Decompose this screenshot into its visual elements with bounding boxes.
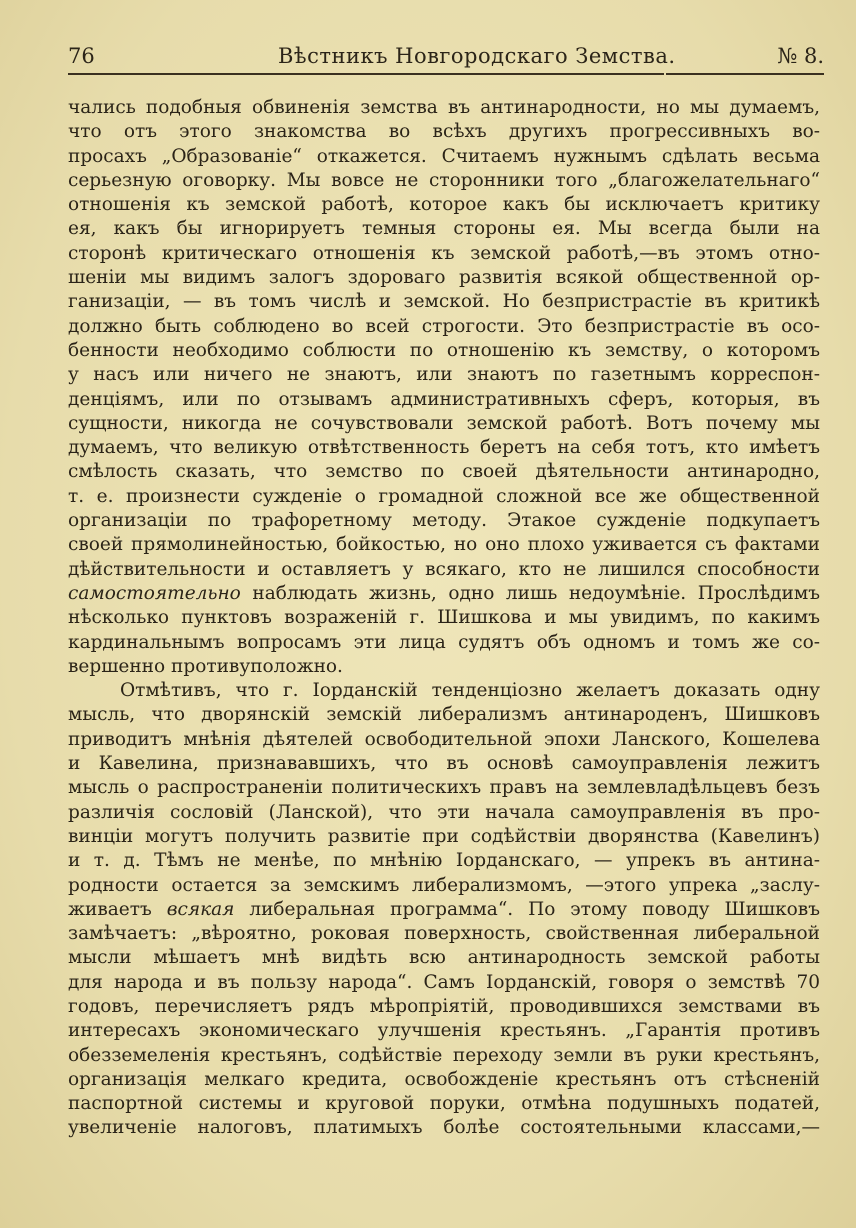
- body-text: [68, 96, 820, 1141]
- text-run: живаетъ: [68, 898, 167, 920]
- text-line: для народа и въ пользу народа“. Самъ Іорданскій, говоря о земствѣ 70: [68, 971, 820, 993]
- text-line: серьезную оговорку. Мы вовсе не сторонники того „благожелательнаго“: [68, 169, 820, 191]
- page-header: [68, 44, 824, 74]
- text-line: [68, 582, 820, 606]
- italic-word: всякая: [166, 898, 235, 920]
- text-line: кардинальнымъ вопросамъ эти лица судятъ объ одномъ и томъ же со-: [68, 631, 820, 653]
- text-line: увеличеніе налоговъ, платимыхъ болѣе состоятельными классами,—: [68, 1117, 820, 1139]
- text-line: интересахъ экономическаго улучшенія крестьянъ. „Гарантія противъ: [68, 1020, 820, 1042]
- text-line: что отъ этого знакомства во всѣхъ другихъ прогрессивныхъ во-: [68, 121, 820, 143]
- page-number: 76: [68, 44, 95, 68]
- text-line: вершенно противуположно.: [68, 655, 343, 677]
- text-line: сторонѣ критическаго отношенія къ земской работѣ,—въ этомъ отно-: [68, 242, 820, 264]
- text-line: годовъ, перечисляетъ рядъ мѣропріятій, проводившихся земствами въ: [68, 995, 820, 1017]
- text-line: чались подобныя обвиненія земства въ антинародности, но мы думаемъ,: [68, 97, 820, 118]
- text-line: и Кавелина, признававшихъ, что въ основѣ самоуправленія лежитъ: [68, 753, 820, 775]
- text-line: паспортной системы и круговой поруки, отмѣна подушныхъ податей,: [68, 1093, 820, 1115]
- text-line: должно быть соблюдено во всей строгости. Это безпристрастіе въ осо-: [68, 315, 820, 337]
- text-line: организаціи по трафоретному методу. Этакое сужденіе подкупаетъ: [68, 510, 820, 532]
- text-line: мысль о распространеніи политическихъ правъ на землевладѣльцевъ безъ: [68, 777, 820, 799]
- text-line: просахъ „Образованіе“ откажется. Считаемъ нужнымъ сдѣлать весьма: [68, 145, 820, 167]
- running-title: Вѣстникъ Новгородскаго Земства.: [278, 44, 676, 68]
- text-line: своей прямолинейностью, бойкостью, но оно плохо уживается съ фактами: [68, 534, 820, 556]
- text-run: наблюдать жизнь, одно лишь недоумѣніе. Прослѣдимъ: [240, 582, 820, 604]
- text-line: мысли мѣшаетъ мнѣ видѣть всю антинародность земской работы: [68, 947, 820, 969]
- text-line: ея, какъ бы игнорируетъ темныя стороны ея. Мы всегда были на: [68, 218, 820, 240]
- text-line: винціи могутъ получить развитіе при содѣйствіи дворянства (Кавелинъ): [68, 825, 820, 847]
- text-line: родности остается за земскимъ либерализмомъ, —этого упрека „заслу-: [68, 874, 820, 896]
- text-line: т. е. произнести сужденіе о громадной сложной все же общественной: [68, 485, 820, 507]
- text-line: дѣйствительности и оставляетъ у всякаго, кто не лишился способности: [68, 558, 820, 580]
- text-line: у насъ или ничего не знаютъ, или знаютъ по газетнымъ корреспон-: [68, 364, 820, 386]
- italic-word: самостоятельно: [68, 582, 241, 604]
- text-line: и т. д. Тѣмъ не менѣе, по мнѣнію Іорданскаго, — упрекъ въ антина-: [68, 850, 820, 872]
- text-line: замѣчаетъ: „вѣроятно, роковая поверхность, свойственная либеральной: [68, 923, 820, 945]
- text-line: приводитъ мнѣнія дѣятелей освободительной эпохи Ланского, Кошелева: [68, 728, 820, 750]
- text-line: нѣсколько пунктовъ возраженій г. Шишкова и мы увидимъ, по какимъ: [68, 607, 820, 629]
- text-line: ганизаціи, — въ томъ числѣ и земской. Но безпристрастіе въ критикѣ: [68, 291, 820, 313]
- text-line: сущности, никогда не сочувствовали земской работѣ. Вотъ почему мы: [68, 412, 820, 434]
- header-rule-left: [68, 73, 664, 75]
- text-line: шеніи мы видимъ залогъ здороваго развитія всякой общественной ор-: [68, 267, 820, 289]
- text-line: смѣлость сказать, что земство по своей дѣятельности антинародно,: [68, 461, 820, 483]
- text-line: обезземеленія крестьянъ, содѣйствіе переходу земли въ руки крестьянъ,: [68, 1044, 820, 1066]
- text-line: мысль, что дворянскій земскій либерализмъ антинароденъ, Шишковъ: [68, 704, 820, 726]
- header-rule-right: [666, 73, 824, 75]
- text-line: отношенія къ земской работѣ, которое какъ бы исключаетъ критику: [68, 194, 820, 216]
- text-line: Отмѣтивъ, что г. Іорданскій тенденціозно желаетъ доказать одну: [120, 680, 820, 702]
- text-line: [68, 898, 820, 922]
- text-line: бенности необходимо соблюсти по отношенію къ земству, о которомъ: [68, 339, 820, 361]
- text-line: денціямъ, или по отзывамъ административныхъ сферъ, которыя, въ: [68, 388, 820, 410]
- text-run: либеральная программа“. По этому поводу Шишковъ: [234, 898, 820, 920]
- issue-number: № 8.: [777, 44, 824, 68]
- text-line: различія сословій (Ланской), что эти начала самоуправленія въ про-: [68, 801, 820, 823]
- text-line: организація мелкаго кредита, освобожденіе крестьянъ отъ стѣсненій: [68, 1068, 820, 1090]
- text-line: думаемъ, что великую отвѣтственность беретъ на себя тотъ, кто имѣетъ: [68, 437, 820, 459]
